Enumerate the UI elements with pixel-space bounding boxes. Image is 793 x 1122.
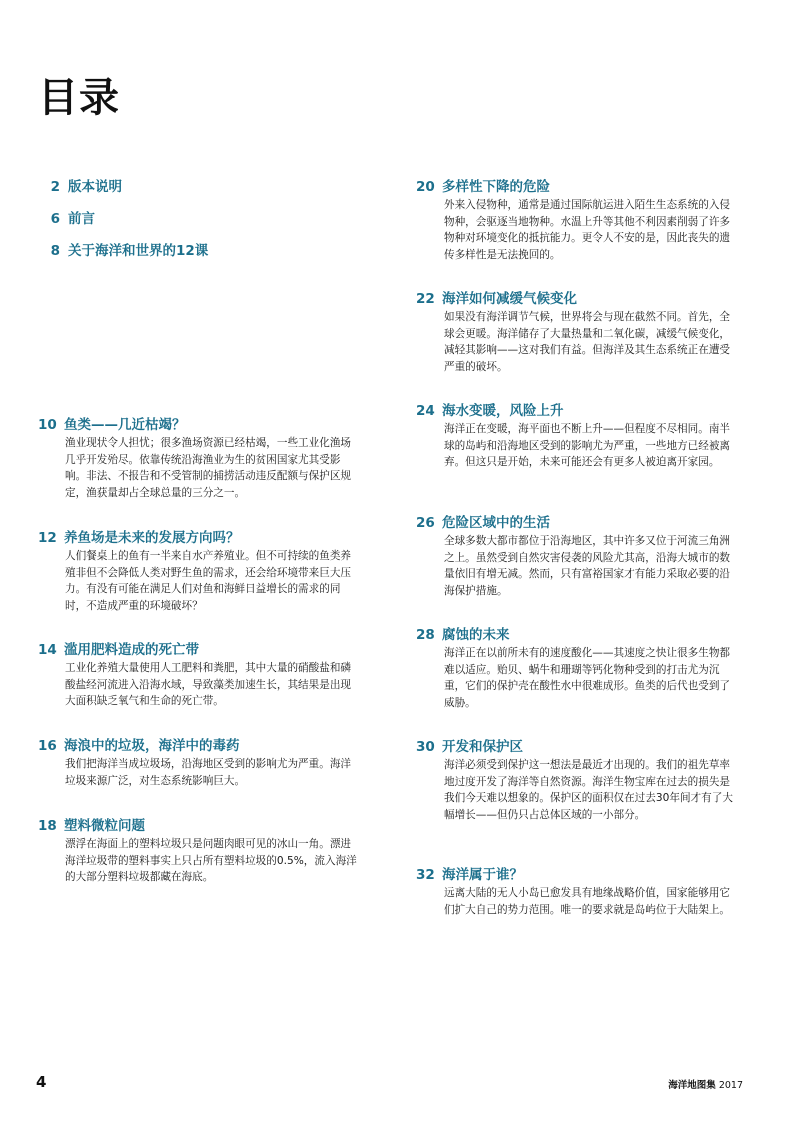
entry-title: 滥用肥料造成的死亡带 xyxy=(64,642,199,658)
toc-entry[interactable] xyxy=(416,738,734,823)
entry-title: 前言 xyxy=(68,211,95,227)
entry-title: 多样性下降的危险 xyxy=(442,179,550,195)
entry-page-number: 24 xyxy=(416,403,435,419)
toc-entry[interactable] xyxy=(38,416,361,501)
page-title: 目录 xyxy=(38,75,120,121)
publication-title: 海洋地图集 xyxy=(668,1080,716,1091)
entry-page-number: 2 xyxy=(50,179,60,195)
toc-entry[interactable] xyxy=(416,402,734,471)
entry-title: 版本说明 xyxy=(68,179,122,195)
entry-description: 外来入侵物种，通常是通过国际航运进入陌生生态系统的入侵物种，会驱逐当地物种。水温上升等其他不利因素削弱了许多物种对环境变化的抵抗能力。更令人不安的是，因此丧失的遗传多样性是无法挽回的。 xyxy=(444,199,731,261)
toc-entry[interactable] xyxy=(416,290,734,375)
entry-page-number: 8 xyxy=(50,243,60,259)
entry-description: 漂浮在海面上的塑料垃圾只是问题肉眼可见的冰山一角。漂进海洋垃圾带的塑料事实上只占所有塑料垃圾的0.5%，流入海洋的大部分塑料垃圾都藏在海底。 xyxy=(65,838,357,884)
entry-title: 危险区域中的生活 xyxy=(442,515,550,531)
entry-title: 海浪中的垃圾，海洋中的毒药 xyxy=(64,738,240,754)
entry-description: 海洋必须受到保护这一想法是最近才出现的。我们的祖先草率地过度开发了海洋等自然资源。海洋生物宝库在过去的损失是我们今天难以想象的。保护区的面积仅在过去30年间才有了大幅增长——但仍只占总体区域的一小部分。 xyxy=(444,759,733,821)
entry-description: 全球多数大都市都位于沿海地区，其中许多又位于河流三角洲之上。虽然受到自然灾害侵袭的风险尤其高，沿海大城市的数量依旧有增无减。然而，只有富裕国家才有能力采取必要的沿海保护措施。 xyxy=(444,535,731,597)
entry-page-number: 18 xyxy=(38,818,57,834)
entry-description: 人们餐桌上的鱼有一半来自水产养殖业。但不可持续的鱼类养殖非但不会降低人类对野生鱼的需求，还会给环境带来巨大压力。有没有可能在满足人们对鱼和海鲜日益增长的需求的同时，不造成严重的环境破坏？ xyxy=(65,550,352,612)
entry-page-number: 30 xyxy=(416,739,435,755)
entry-description: 我们把海洋当成垃圾场，沿海地区受到的影响尤为严重。海洋垃圾来源广泛，对生态系统影响巨大。 xyxy=(65,758,352,787)
entry-description: 海洋正在以前所未有的速度酸化——其速度之快让很多生物都难以适应。贻贝、蜗牛和珊瑚等钙化物种受到的打击尤为沉重，它们的保护壳在酸性水中很难成形。鱼类的后代也受到了威胁。 xyxy=(444,647,731,709)
entry-title: 关于海洋和世界的12课 xyxy=(68,243,209,259)
toc-entry[interactable] xyxy=(38,641,361,710)
toc-entry[interactable] xyxy=(38,737,361,789)
entry-title: 海洋属于谁？ xyxy=(442,867,523,883)
entry-description: 如果没有海洋调节气候，世界将会与现在截然不同。首先，全球会更暖。海洋储存了大量热量和二氧化碳，减缓气候变化，减轻其影响——这对我们有益。但海洋及其生态系统正在遭受严重的破坏。 xyxy=(444,311,731,373)
footer-publication xyxy=(668,1077,743,1091)
entry-title: 塑料微粒问题 xyxy=(64,818,145,834)
entry-title: 海洋如何减缓气候变化 xyxy=(442,291,577,307)
entry-description: 工业化养殖大量使用人工肥料和粪肥，其中大量的硝酸盐和磷酸盐经河流进入沿海水域，导致藻类加速生长，其结果是出现大面积缺乏氧气和生命的死亡带。 xyxy=(65,662,352,708)
toc-entry[interactable] xyxy=(416,866,734,918)
entry-page-number: 14 xyxy=(38,642,57,658)
publication-year: 2017 xyxy=(718,1080,743,1091)
toc-entry-short[interactable] xyxy=(42,178,122,196)
entry-page-number: 6 xyxy=(50,211,60,227)
entry-title: 养鱼场是未来的发展方向吗？ xyxy=(64,530,240,546)
page-number: 4 xyxy=(36,1073,47,1091)
toc-entry[interactable] xyxy=(416,626,734,711)
entry-page-number: 32 xyxy=(416,867,435,883)
entry-page-number: 10 xyxy=(38,417,57,433)
entry-title: 开发和保护区 xyxy=(442,739,523,755)
toc-entry[interactable] xyxy=(38,817,361,886)
entry-page-number: 12 xyxy=(38,530,57,546)
entry-description: 海洋正在变暖，海平面也不断上升——但程度不尽相同。南半球的岛屿和沿海地区受到的影响尤为严重，一些地方已经被离弃。但这只是开始，未来可能还会有更多人被迫离开家园。 xyxy=(444,423,731,469)
toc-entry-short[interactable] xyxy=(42,210,95,228)
entry-title: 海水变暖，风险上升 xyxy=(442,403,564,419)
entry-title: 鱼类——几近枯竭？ xyxy=(64,417,186,433)
toc-entry[interactable] xyxy=(416,514,734,599)
toc-entry[interactable] xyxy=(416,178,734,263)
entry-title: 腐蚀的未来 xyxy=(442,627,510,643)
entry-page-number: 22 xyxy=(416,291,435,307)
toc-entry[interactable] xyxy=(38,529,361,614)
entry-description: 远离大陆的无人小岛已愈发具有地缘战略价值，国家能够用它们扩大自己的势力范围。唯一的要求就是岛屿位于大陆架上。 xyxy=(444,887,731,916)
entry-page-number: 26 xyxy=(416,515,435,531)
entry-page-number: 16 xyxy=(38,738,57,754)
toc-entry-short[interactable] xyxy=(42,242,208,260)
entry-page-number: 28 xyxy=(416,627,435,643)
entry-page-number: 20 xyxy=(416,179,435,195)
entry-description: 渔业现状令人担忧；很多渔场资源已经枯竭，一些工业化渔场几乎开发殆尽。依靠传统沿海渔业为生的贫困国家尤其受影响。非法、不报告和不受管制的捕捞活动违反配额与保护区规定，渔获量却占全球总量的三分之一。 xyxy=(65,437,352,499)
